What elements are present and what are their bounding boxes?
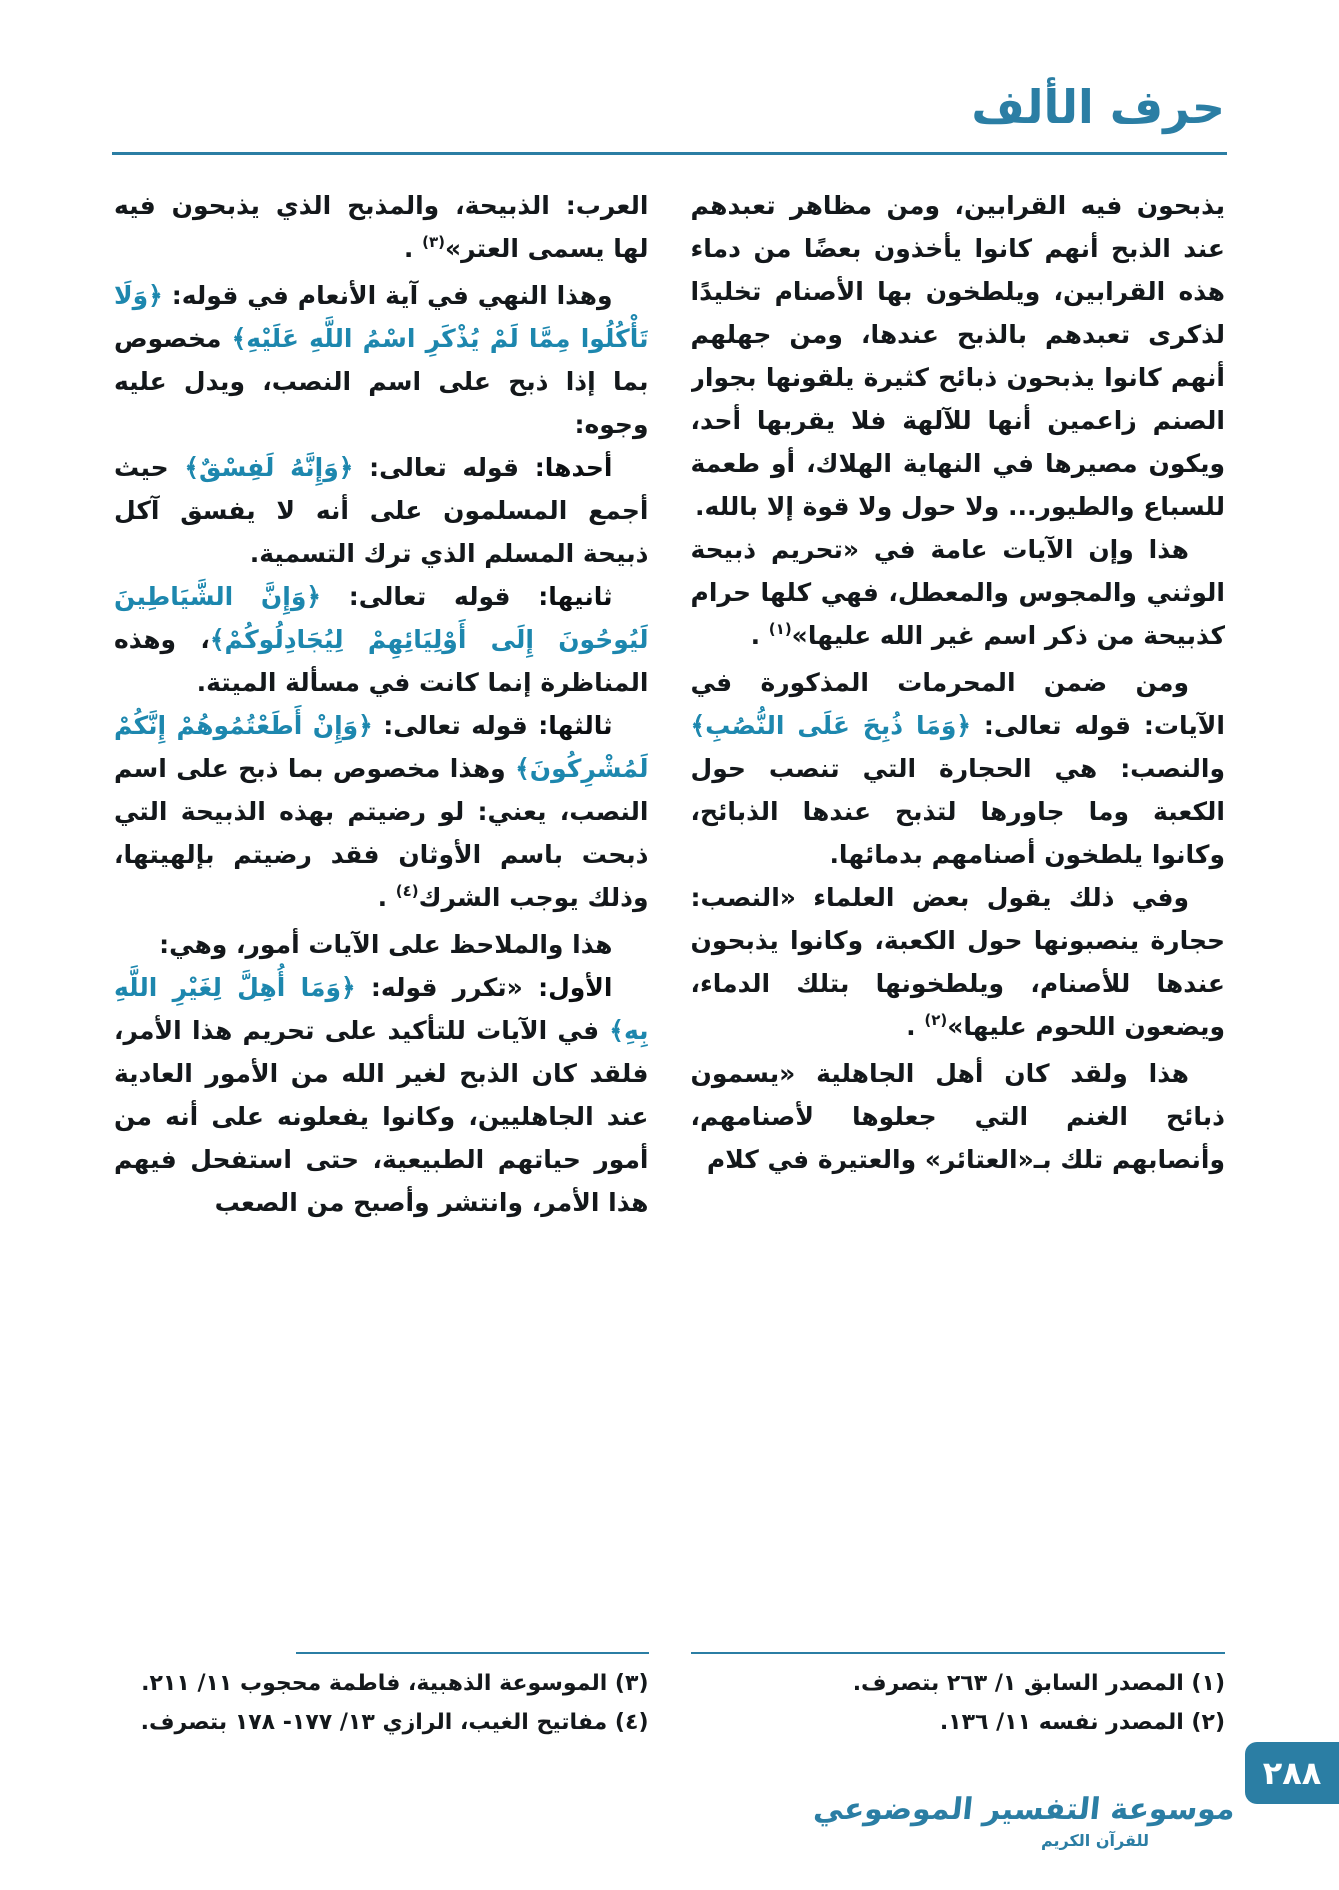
paragraph bbox=[114, 923, 649, 966]
column-left-footnotes bbox=[114, 1664, 649, 1742]
text-run: قوله تعالى: bbox=[372, 711, 539, 740]
text-run: هذا ولقد كان أهل الجاهلية «يسمون ذبائح الغنم التي جعلوها لأصنامهم، وأنصابهم تلك بـ«العتائر» والعتيرة في كلام bbox=[690, 1059, 1225, 1174]
column-right-footnote-block bbox=[691, 1646, 1226, 1742]
footnote-ref: (٤) bbox=[395, 882, 419, 900]
text-run: وهذا مخصوص بما ذبح على اسم النصب، يعني: لو رضيتم بهذه الذبيحة التي ذبحت باسم الأوثان فقد رضيتم بإلهيتها، وذلك يوجب الشرك bbox=[114, 754, 649, 912]
footnote: (٢) المصدر نفسه ١١/ ١٣٦. bbox=[939, 1710, 1225, 1735]
text-run: والنصب: هي الحجارة التي تنصب حول الكعبة وما جاورها لتذبح عندها الذبائح، وكانوا يلطخون أصنامهم بدمائها. bbox=[690, 754, 1225, 869]
text-columns bbox=[114, 184, 1225, 1742]
text-run: ومن ضمن المحرمات المذكورة في الآيات: قوله تعالى: bbox=[690, 668, 1225, 740]
column-left-paragraphs bbox=[114, 184, 649, 1646]
paragraph bbox=[114, 704, 649, 923]
emphasis-run: أحدها: bbox=[534, 453, 613, 482]
footnote: (١) المصدر السابق ١/ ٢٦٣ بتصرف. bbox=[852, 1671, 1225, 1696]
quran-verse: ﴿وَلَا تَأْكُلُوا مِمَّا لَمْ يُذْكَرِ اسْمُ اللَّهِ عَلَيْهِ﴾ bbox=[114, 281, 649, 353]
column-right-footnotes bbox=[691, 1664, 1226, 1742]
paragraph bbox=[691, 876, 1226, 1052]
text-run: وفي ذلك يقول بعض العلماء «النصب: حجارة ينصبونها حول الكعبة، وكانوا يذبحون عندها للأصنام، ويلطخونها بتلك الدماء، ويضعون اللحوم عليها» bbox=[690, 883, 1225, 1041]
column-left-footnote-block bbox=[114, 1646, 649, 1742]
footnote-divider bbox=[691, 1652, 1226, 1654]
column-left bbox=[114, 184, 649, 1742]
paragraph bbox=[691, 661, 1226, 876]
text-run: . bbox=[377, 883, 396, 912]
text-run: قوله تعالى: bbox=[321, 582, 539, 611]
text-run: . bbox=[906, 1012, 925, 1041]
footnote: (٤) مفاتيح الغيب، الرازي ١٣/ ١٧٧- ١٧٨ بتصرف. bbox=[140, 1710, 649, 1735]
text-run: هذا وإن الآيات عامة في «تحريم ذبيحة الوثني والمجوس والمعطل، فهي كلها حرام كذبيحة من ذكر اسم غير الله عليها» bbox=[690, 535, 1225, 650]
text-run: هذا والملاحظ على الآيات أمور، وهي: bbox=[159, 930, 613, 959]
quran-verse: ﴿وَمَا أُهِلَّ لِغَيْرِ اللَّهِ بِهِ﴾ bbox=[114, 973, 649, 1045]
footnote-ref: (٢) bbox=[924, 1011, 948, 1029]
text-run: مخصوص بما إذا ذبح على اسم النصب، ويدل عليه وجوه: bbox=[114, 324, 649, 439]
footnote-ref: (١) bbox=[768, 620, 792, 638]
column-right bbox=[691, 184, 1226, 1742]
column-right-paragraphs bbox=[691, 184, 1226, 1646]
paragraph bbox=[691, 528, 1226, 661]
emphasis-run: ثانيها: bbox=[538, 582, 613, 611]
publisher-logo-subtitle: للقرآن الكريم bbox=[1040, 1831, 1150, 1850]
text-run: قوله تعالى: bbox=[353, 453, 535, 482]
paragraph bbox=[691, 1052, 1226, 1181]
quran-verse: ﴿وَإِنْ أَطَعْتُمُوهُمْ إِنَّكُمْ لَمُشْرِكُونَ﴾ bbox=[114, 711, 649, 783]
footnote: (٣) الموسوعة الذهبية، فاطمة محجوب ١١/ ٢١١. bbox=[141, 1671, 649, 1696]
quran-verse: ﴿وَمَا ذُبِحَ عَلَى النُّصُبِ﴾ bbox=[690, 711, 972, 740]
paragraph bbox=[114, 966, 649, 1224]
text-run: يذبحون فيه القرابين، ومن مظاهر تعبدهم عند الذبح أنهم كانوا يأخذون بعضًا من دماء هذه القرابين، ويلطخون بها الأصنام تخليدًا لذكرى تعبدهم بالذبح عندها، ومن جهلهم أنهم كانوا يذبحون ذبائح كثيرة يلقونها بجوار الصنم زاعمين أنها للآلهة فلا يقربها أحد، ويكون مصيرها في النهاية الهلاك، أو طعمة للسباع والطيور... ولا حول ولا قوة إلا بالله. bbox=[690, 191, 1225, 521]
text-run: في الآيات للتأكيد على تحريم هذا الأمر، فلقد كان الذبح لغير الله من الأمور العادية عند الجاهليين، وكانوا يفعلونه على أنه من أمور حياتهم الطبيعية، حتى استفحل فيهم هذا الأمر، وانتشر وأصبح من الصعب bbox=[114, 1016, 649, 1217]
publisher-logo bbox=[811, 1792, 1237, 1850]
quran-verse: ﴿وَإِنَّهُ لَفِسْقٌ﴾ bbox=[184, 453, 354, 482]
page-number-badge: ٢٨٨ bbox=[1245, 1742, 1339, 1804]
quran-verse: ﴿وَإِنَّ الشَّيَاطِينَ لَيُوحُونَ إِلَى أَوْلِيَائِهِمْ لِيُجَادِلُوكُمْ﴾ bbox=[114, 582, 649, 654]
paragraph bbox=[114, 446, 649, 575]
text-run: . bbox=[403, 234, 423, 263]
paragraph bbox=[114, 184, 649, 274]
header-divider bbox=[112, 152, 1227, 155]
paragraph bbox=[691, 184, 1226, 528]
text-run: ، وهذه المناظرة إنما كانت في مسألة الميتة. bbox=[114, 625, 649, 697]
emphasis-run: ثالثها: bbox=[538, 711, 613, 740]
footnote-ref: (٣) bbox=[422, 233, 445, 251]
chapter-title: حرف الألف bbox=[971, 80, 1225, 134]
emphasis-run: الأول: bbox=[538, 973, 613, 1002]
paragraph bbox=[114, 274, 649, 446]
footnote-divider bbox=[296, 1652, 649, 1654]
publisher-logo-title: موسوعة التفسير الموضوعي bbox=[811, 1792, 1237, 1827]
text-run: . bbox=[750, 621, 769, 650]
text-run: حيث أجمع المسلمون على أنه لا يفسق آكل ذبيحة المسلم الذي ترك التسمية. bbox=[114, 453, 649, 568]
text-run: وهذا النهي في آية الأنعام في قوله: bbox=[162, 281, 613, 310]
text-run: «تكرر قوله: bbox=[355, 973, 539, 1002]
text-run: العرب: الذبيحة، والمذبح الذي يذبحون فيه لها يسمى العتر» bbox=[114, 191, 649, 263]
paragraph bbox=[114, 575, 649, 704]
